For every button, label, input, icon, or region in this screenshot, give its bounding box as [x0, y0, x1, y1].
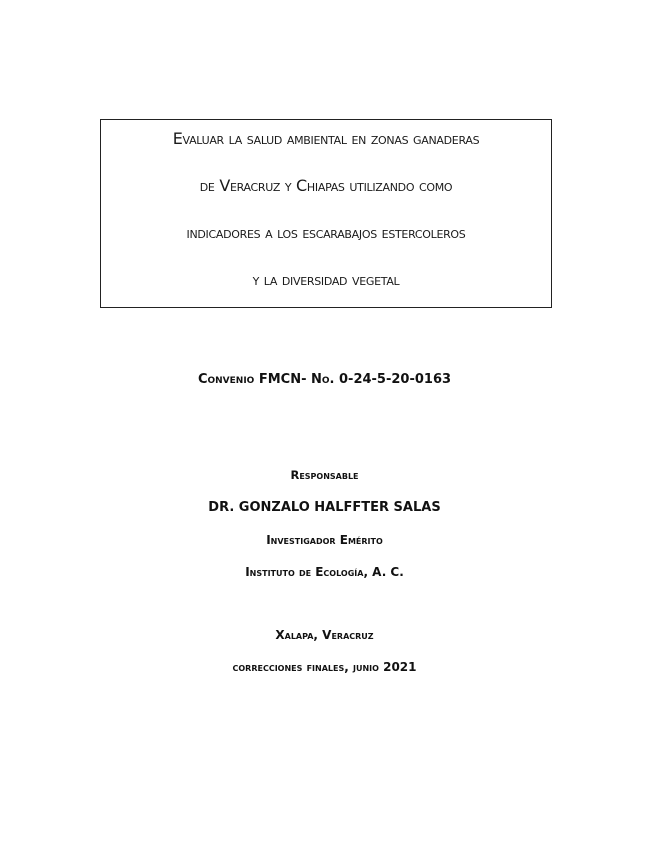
place: Xalapa, Veracruz [275, 628, 374, 642]
responsable-cargo: Investigador Emérito [266, 533, 383, 547]
title-line-4: y la diversidad vegetal [252, 270, 400, 289]
title-line-3: indicadores a los escarabajos estercoleros [186, 223, 466, 242]
responsable-instituto: Instituto de Ecología, A. C. [245, 565, 404, 579]
title-line-1: Evaluar la salud ambiental en zonas ganaderas [172, 129, 480, 148]
title-box [100, 119, 552, 308]
responsable-label: Responsable [290, 468, 359, 482]
convenio-number: Convenio FMCN- No. 0-24-5-20-0163 [197, 372, 452, 387]
title-line-2: de Veracruz y Chiapas utilizando como [199, 176, 453, 195]
responsable-name: DR. GONZALO HALFFTER SALAS [208, 500, 441, 515]
date-note: correcciones finales, junio 2021 [232, 660, 417, 674]
